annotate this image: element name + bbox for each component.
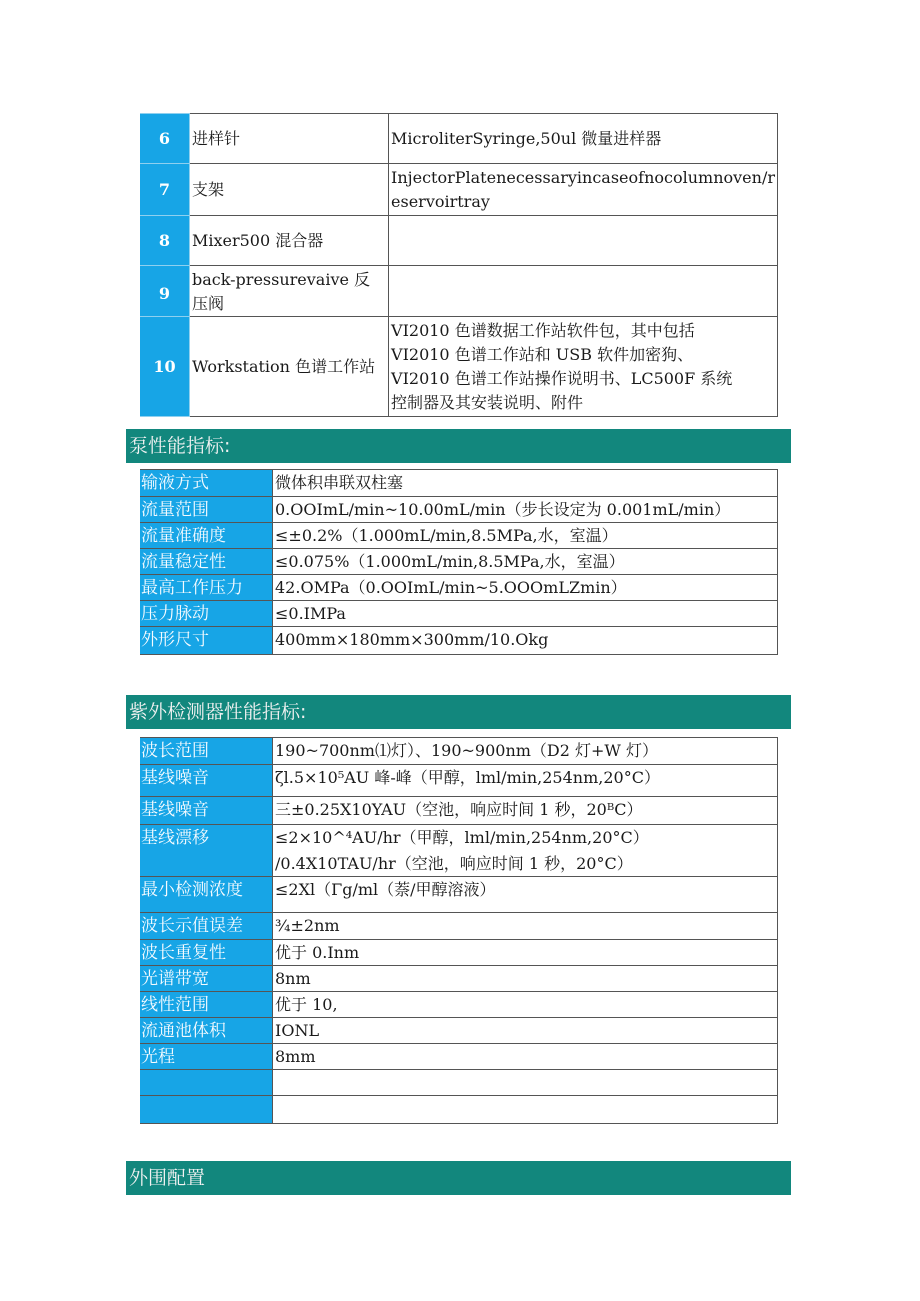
item-name: Workstation 色谱工作站 (189, 317, 388, 417)
item-description (389, 266, 778, 317)
spec-label: 外形尺寸 (140, 627, 272, 654)
item-number: 6 (140, 114, 189, 164)
spec-label: 流量准确度 (140, 523, 272, 548)
spec-value-line: ≤2Xl（Γg∕ml（萘/甲醇溶液） (275, 880, 496, 899)
spec-row (140, 497, 778, 523)
table-row (140, 216, 778, 266)
spec-label: 线性范围 (140, 992, 272, 1017)
spec-row (140, 1096, 778, 1124)
spec-value (272, 523, 778, 548)
item-name: 进样针 (189, 114, 388, 164)
item-description (389, 317, 778, 417)
spec-value-line: 400mm×180mm×300mm∕10.Okg (275, 630, 549, 649)
spec-value (272, 1096, 778, 1123)
spec-row (140, 877, 778, 913)
pump-spec-table (140, 469, 778, 655)
description-line: VI2010 色谱工作站和 USB 软件加密狗、 (391, 344, 694, 364)
spec-label: 流通池体积 (140, 1018, 272, 1043)
spec-row (140, 627, 778, 655)
spec-row (140, 966, 778, 992)
spec-value-line: 8mm (275, 1047, 316, 1066)
spec-value (272, 738, 778, 764)
description-line: 控制器及其安装说明、附件 (391, 392, 584, 412)
spec-label: 最高工作压力 (140, 575, 272, 600)
spec-value (272, 877, 778, 912)
spec-value (272, 497, 778, 522)
spec-label: 光程 (140, 1044, 272, 1069)
spec-value (272, 992, 778, 1017)
uv-section-header: 紫外检测器性能指标: (126, 695, 791, 729)
spec-value-line: ¾±2nm (275, 916, 340, 935)
spec-value (272, 913, 778, 939)
spec-row (140, 940, 778, 966)
item-number: 8 (140, 216, 189, 266)
spec-value (272, 627, 778, 654)
spec-label: 基线漂移 (140, 825, 272, 876)
parts-table (140, 113, 778, 417)
peripheral-section-header: 外围配置 (126, 1161, 791, 1195)
spec-value-line: 8nm (275, 969, 311, 988)
spec-value (272, 1044, 778, 1069)
spec-label: 光谱带宽 (140, 966, 272, 991)
spec-value (272, 940, 778, 965)
spec-row (140, 1070, 778, 1096)
spec-label: 波长示值误差 (140, 913, 272, 939)
spec-value (272, 601, 778, 626)
item-name: 支架 (189, 164, 388, 216)
description-line: eservoirtray (391, 191, 490, 211)
pump-section-header: 泵性能指标: (126, 429, 791, 463)
spec-value-line: 0.OOImL∕min~10.00mL∕min（步长设定为 0.001mL∕min） (275, 500, 731, 519)
spec-value (272, 765, 778, 796)
spec-row (140, 737, 778, 765)
spec-value-line: 微体积串联双柱塞 (275, 473, 404, 492)
spec-label: 压力脉动 (140, 601, 272, 626)
table-row (140, 114, 778, 164)
spec-value-line: IONL (275, 1021, 320, 1040)
spec-label: 流量范围 (140, 497, 272, 522)
spec-row (140, 913, 778, 940)
description-line: InjectorPlatenecessaryincaseofnocolumnoven/r (391, 167, 775, 187)
description-line: VI2010 色谱数据工作站软件包，其中包括 (391, 320, 695, 340)
description-line: MicroliterSyringe,50ul 微量进样器 (391, 128, 662, 148)
spec-value (272, 825, 778, 876)
spec-label: 基线噪音 (140, 797, 272, 824)
spec-value (272, 575, 778, 600)
spec-value-line: 优于 0.Inm (275, 943, 360, 962)
spec-value-line: ≤0.075%（1.000mL∕min,8.5MPa,水，室温） (275, 552, 625, 571)
spec-value-line: 42.OMPa（0.OOImL∕min~5.OOOmLZmin） (275, 578, 627, 597)
spec-value (272, 549, 778, 574)
spec-value-line: ζl.5×10⁵AU 峰-峰（甲醇，lml∕min,254nm,20°C） (275, 768, 660, 787)
spec-value-line: 优于 10, (275, 995, 338, 1014)
item-description (389, 114, 778, 164)
spec-value-line: ≤0.IMPa (275, 604, 346, 623)
spec-value-line: /0.4X10TAU/hr（空池，响应时间 1 秒，20°C） (275, 854, 633, 873)
spec-value (272, 797, 778, 824)
uv-spec-table (140, 737, 778, 1124)
spec-label: 基线噪音 (140, 765, 272, 796)
table-row (140, 266, 778, 317)
spec-label: 输液方式 (140, 470, 272, 496)
spec-row (140, 469, 778, 497)
spec-row (140, 549, 778, 575)
spec-value-line: ≤±0.2%（1.000mL∕min,8.5MPa,水，室温） (275, 526, 618, 545)
spec-label: 波长重复性 (140, 940, 272, 965)
spec-row (140, 765, 778, 797)
spec-row (140, 523, 778, 549)
item-name: back-pressurevaive 反压阀 (189, 266, 388, 317)
item-number: 9 (140, 266, 189, 317)
item-number: 7 (140, 164, 189, 216)
spec-label: 波长范围 (140, 738, 272, 764)
table-row (140, 317, 778, 417)
item-description (389, 216, 778, 266)
item-description (389, 164, 778, 216)
spec-value (272, 1018, 778, 1043)
spec-label: 最小检测浓度 (140, 877, 272, 912)
spec-value-line: ≤2×10^⁴AU∕hr（甲醇，lml/min,254nm,20°C） (275, 828, 649, 847)
spec-label: 流量稳定性 (140, 549, 272, 574)
item-number: 10 (140, 317, 189, 417)
spec-row (140, 825, 778, 877)
spec-value (272, 470, 778, 496)
spec-row (140, 992, 778, 1018)
spec-row (140, 575, 778, 601)
spec-value (272, 966, 778, 991)
item-name: Mixer500 混合器 (189, 216, 388, 266)
spec-label (140, 1096, 272, 1123)
spec-row (140, 601, 778, 627)
table-row (140, 164, 778, 216)
spec-row (140, 1018, 778, 1044)
spec-value (272, 1070, 778, 1095)
spec-row (140, 1044, 778, 1070)
spec-label (140, 1070, 272, 1095)
spec-value-line: 190~700nm⑴灯）、190~900nm（D2 灯+W 灯） (275, 741, 658, 760)
spec-value-line: 三±0.25X10YAU（空池，响应时间 1 秒，20ᴮC） (275, 800, 643, 819)
spec-row (140, 797, 778, 825)
description-line: VI2010 色谱工作站操作说明书、LC500F 系统 (391, 368, 733, 388)
